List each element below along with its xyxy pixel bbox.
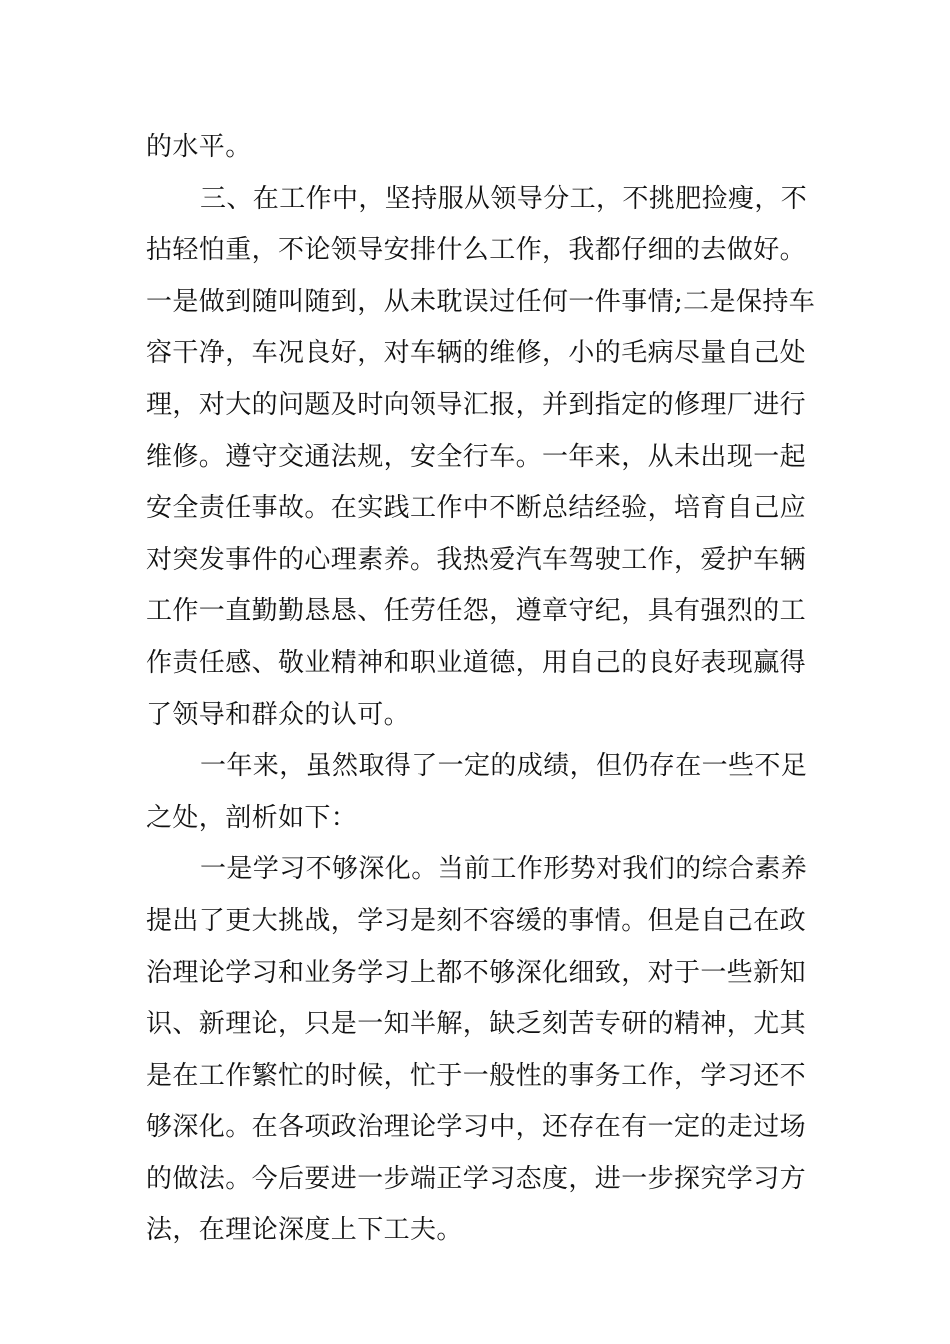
text-line: 识、新理论，只是一知半解，缺乏刻苦专研的精神，尤其 xyxy=(146,1009,807,1040)
text-line: 拈轻怕重，不论领导安排什么工作，我都仔细的去做好。 xyxy=(146,235,807,266)
text-line: 的水平。 xyxy=(146,132,252,162)
text-line: 三、在工作中，坚持服从领导分工，不挑肥捡瘦，不 xyxy=(200,183,808,214)
text-line: 够深化。在各项政治理论学习中，还存在有一定的走过场 xyxy=(146,1112,807,1143)
text-line: 治理论学习和业务学习上都不够深化细致，对于一些新知 xyxy=(146,957,807,988)
text-line: 法，在理论深度上下工夫。 xyxy=(146,1215,463,1246)
text-line: 是在工作繁忙的时候，忙于一般性的事务工作，学习还不 xyxy=(146,1060,807,1091)
text-line: 了领导和群众的认可。 xyxy=(146,699,411,730)
text-line: 一年来，虽然取得了一定的成绩，但仍存在一些不足 xyxy=(200,751,808,782)
document-body xyxy=(146,122,816,1257)
text-line: 安全责任事故。在实践工作中不断总结经验，培育自己应 xyxy=(146,493,807,524)
text-line: 理，对大的问题及时向领导汇报，并到指定的修理厂进行 xyxy=(146,389,807,420)
text-line: 容干净，车况良好，对车辆的维修，小的毛病尽量自己处 xyxy=(146,338,807,369)
text-line: 的做法。今后要进一步端正学习态度，进一步探究学习方 xyxy=(146,1163,807,1194)
text-line: 一是做到随叫随到，从未耽误过任何一件事情;二是保持车 xyxy=(146,286,816,317)
text-line: 工作一直勤勤恳恳、任劳任怨，遵章守纪，具有强烈的工 xyxy=(146,596,807,627)
text-line: 之处，剖析如下： xyxy=(146,802,358,833)
text-line: 提出了更大挑战，学习是刻不容缓的事情。但是自己在政 xyxy=(146,905,807,936)
text-line: 作责任感、敬业精神和职业道德，用自己的良好表现赢得 xyxy=(146,647,807,678)
text-line: 一是学习不够深化。当前工作形势对我们的综合素养 xyxy=(200,854,808,885)
text-line: 对突发事件的心理素养。我热爱汽车驾驶工作，爱护车辆 xyxy=(146,544,807,575)
text-line: 维修。遵守交通法规，安全行车。一年来，从未出现一起 xyxy=(146,441,807,472)
